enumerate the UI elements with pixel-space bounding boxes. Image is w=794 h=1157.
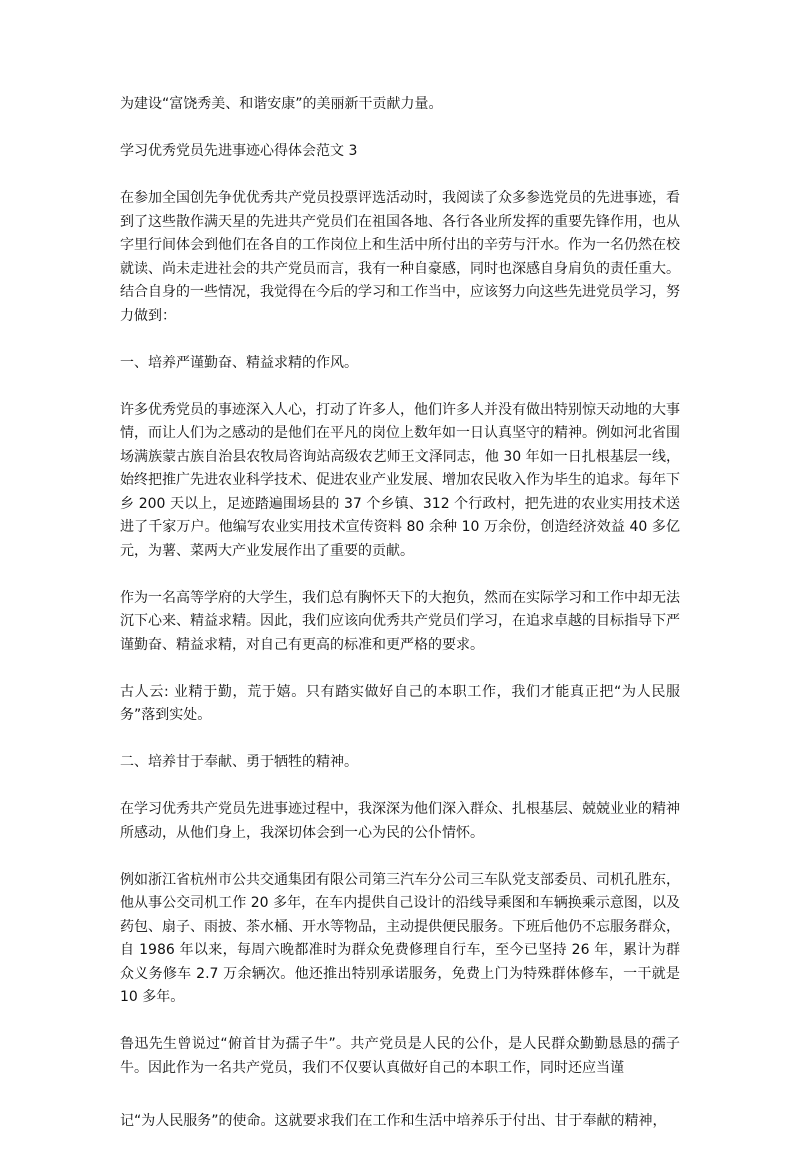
paragraph-example-kong: 例如浙江省杭州市公共交通集团有限公司第三汽车分公司三车队党支部委员、司机孔胜东，他从事公交司机工作 20 多年，在车内提供自己设计的沿线导乘图和车辆换乘示意图，以及药包、扇子、雨披、茶水桶、开水等物品，主动提供便民服务。下班后他仍不忘服务群众，自 1986 年以来，每周六晚都准时为群众免费修理自行车，至今已坚持 26 年，累计为群众义务修车 2.7 万余辆次。他还推出特别承诺服务，免费上门为特殊群体修车，一干就是 10 多年。 [120, 871, 680, 1005]
paragraph-closing-line: 为建设“富饶秀美、和谐安康”的美丽新干贡献力量。 [120, 96, 443, 112]
document-page [120, 93, 680, 1157]
paragraph-luxun-quote: 鲁迅先生曾说过“俯首甘为孺子牛”。共产党员是人民的公仆，是人民群众勤勤恳恳的孺子牛。因此作为一名共产党员，我们不仅要认真做好自己的本职工作，同时还应当谨 [120, 1036, 680, 1076]
heading-point-two: 二、培养甘于奉献、勇于牺牲的精神。 [120, 754, 358, 770]
heading-point-one: 一、培养严谨勤奋、精益求精的作风。 [120, 354, 358, 371]
paragraph-continuation: 记“为人民服务”的使命。这就要求我们在工作和生活中培养乐于付出、甘于奉献的精神， [120, 1113, 667, 1129]
paragraph-ancient-saying: 古人云: 业精于勤，荒于嬉。只有踏实做好自己的本职工作，我们才能真正把“为人民服务”落到实处。 [120, 683, 680, 723]
paragraph-dedication: 在学习优秀共产党员先进事迹过程中，我深深为他们深入群众、扎根基层、兢兢业业的精神所感动，从他们身上，我深切体会到一心为民的公仆情怀。 [120, 801, 680, 841]
section-title: 学习优秀党员先进事迹心得体会范文 3 [120, 143, 358, 159]
paragraph-example-wang: 许多优秀党员的事迹深入人心，打动了许多人，他们许多人并没有做出特别惊天动地的大事情，而让人们为之感动的是他们在平凡的岗位上数年如一日认真坚守的精神。例如河北省围场满族蒙古族自治县农牧局咨询站高级农艺师王文泽同志，他 30 年如一日扎根基层一线，始终把推广先进农业科学技术、促进农业产业发展、增加农民收入作为毕生的追求。每年下乡 200 天以上，足迹踏遍围场县的 37 个乡镇、312 个行政村，把先进的农业实用技术送进了千家万户。他编写农业实用技术宣传资料 80 余种 10 万余份，创造经济效益 40 多亿元，为薯、菜两大产业发展作出了重要的贡献。 [120, 401, 680, 559]
paragraph-intro: 在参加全国创先争优优秀共产党员投票评选活动时，我阅读了众多参选党员的先进事迹，看到了这些散作满天星的先进共产党员们在祖国各地、各行各业所发挥的重要先锋作用，也从字里行间体会到他们在各自的工作岗位上和生活中所付出的辛劳与汗水。作为一名仍然在校就读、尚未走进社会的共产党员而言，我有一种自豪感，同时也深感自身肩负的责任重大。结合自身的一些情况，我觉得在今后的学习和工作当中，应该努力向这些先进党员学习，努力做到： [120, 190, 680, 324]
paragraph-student-reflection: 作为一名高等学府的大学生，我们总有胸怀天下的大抱负，然而在实际学习和工作中却无法沉下心来、精益求精。因此，我们应该向优秀共产党员们学习，在追求卓越的目标指导下严谨勤奋、精益求精，对自己有更高的标准和更严格的要求。 [120, 589, 680, 653]
